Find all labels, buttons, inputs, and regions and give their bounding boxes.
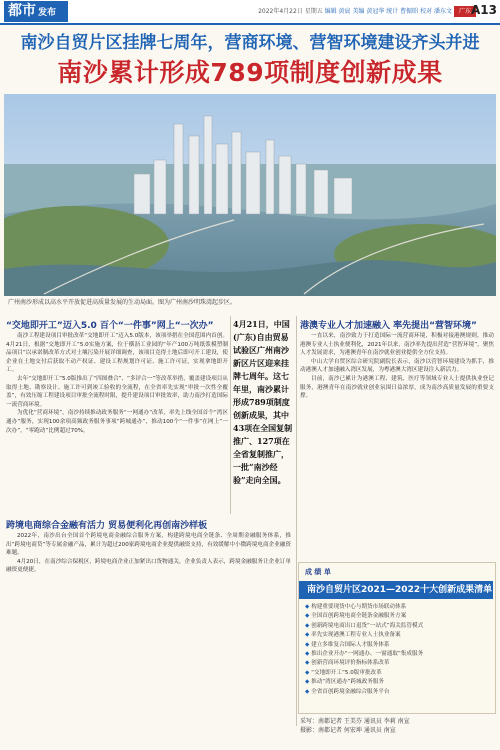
credits-writers: 采写：南都记者 王美芬 通讯员 李莉 南宣 [300,718,410,725]
list-item: ◆ 创新跨境电商出口退货“一站式”海关监管模式 [305,622,424,629]
list-item: ◆ 全省首创跨境金融综合服务平台 [305,688,390,695]
bullet-icon: ◆ [305,679,312,686]
list-item: ◆ 构建重要现货中心与期货市场联动体系 [305,604,407,610]
headline-main: 南沙累计形成789项制度创新成果 [57,58,443,87]
section3-paragraph: 中山大学自贸区综合研究院副院长表示，南沙以营智环境建设为抓手，推动港澳人才加速融入湾区发展，为粤港澳大湾区建设注入新活力。 [300,358,494,374]
logo-main: 都市 [8,3,36,19]
section1-paragraph: 南沙工程建设项目审批改革“交地即开工”迈入5.0版本，该项举措在全国范围内首创。4月21日，根据“交地即开工”5.0实施方案，位于横沥工业园的“年产100万吨纸浆模塑制品项目”以承诺制改革方式对土壤污染开展详细调查，该项目竞得土地后即可开工建设，使企业在土地交付后获取不动产权证、建设工程规划许可证、施工许可证，实现拿地即开工。 [6,333,228,374]
logo-sub: 发布 [38,8,57,18]
section2-paragraph: 2022年，南沙出台全国首个跨境电商金融综合服务方案，构建跨境电商全链条、全周期金融服务体系，推出“跨境电商贷”等专属金融产品，累计为超过200家跨境电商企业提供融资支持，有效缓解中小微跨境电商企业融资难题。 [6,533,291,557]
section1-title: “交地即开工”迈入5.0 百个“一件事”网上“一次办” [6,321,214,331]
section-tag: 广东 [454,6,476,17]
section1-body [6,332,228,512]
bullet-icon: ◆ [305,604,312,610]
article-credits [300,717,410,735]
section3-paragraph: 一直以来，南沙致力于打造国际一流营商环境，积极对接港澳规则，推动港澳专业人士执业便利化，2021年以来，南沙率先提出营造“营智环境”，聚焦人才发展需求，为港澳青年在南沙就业创业提供全方位支持。 [300,333,494,357]
section1-paragraph: 去年“交地即开工”5.0版推出了“四图叠合”、“多评合一”等改革举措，覆盖建设项目从取得土地、勘察设计、施工许可到竣工验收的全流程，在全省率先实现“审批一次性全覆盖”，有效压缩工程建设项目审批全流程时限，提升建设项目审批效率，助力南沙打造国际一流营商环境。 [6,375,228,408]
page-number: A13 [471,3,497,17]
bullet-icon: ◆ [305,613,312,620]
masthead-logo [4,1,68,22]
headline-kicker: 南沙自贸片区挂牌七周年，营商环境、营智环境建设齐头并进 [20,33,480,53]
photo-caption: 广州南沙形成以高水平开放促进高质量发展的生动局面。图为广州南沙明珠湾起步区。 [8,299,237,306]
aerial-city-photo [4,94,496,296]
achievements-label: 成 绩 单 [305,568,331,576]
list-item: ◆ 全国首创跨境电商全链条金融服务方案 [305,613,407,620]
achievements-list [305,603,491,697]
page-header [0,0,500,24]
section3-title: 港澳专业人才加速融入 率先提出“营智环境” [300,321,477,331]
list-item: ◆ 推动“湾区通办”跨城政务服务 [305,679,385,686]
list-item: ◆ “交地即开工”5.0版审批改革 [305,669,382,676]
section1-paragraph: 为优化“营商环境”，南沙持续推动政务服务“一网通办”改革，率先上线全国首个“湾区通办”服务，实现100余项高频政务服务事项“跨城通办”，推动100个“一件事”在网上“一次办”，“零跑动”比例超过70%。 [6,410,228,434]
column-divider [296,316,297,726]
bullet-icon: ◆ [305,632,312,639]
bullet-icon: ◆ [305,651,312,658]
section3-paragraph: 目前，南沙已累计为港澳工程、建筑、医疗等领域专业人士提供执业登记服务，港澳青年在南沙就业创业氛围日益浓厚，成为南沙高质量发展的重要支撑。 [300,375,494,400]
list-item: ◆ 创新营商环境评价指标体系改革 [305,660,390,667]
header-meta [258,6,452,15]
bullet-icon: ◆ [305,622,312,629]
bullet-icon: ◆ [305,641,312,648]
header-rule [0,23,500,25]
bullet-icon: ◆ [305,660,312,667]
section2-body [6,532,291,727]
section3-body [300,332,494,556]
achievements-box [298,562,496,714]
credits-photographers: 摄影：南都记者 何宏坤 通讯员 南宣 [300,727,396,734]
lead-paragraph: 4月21日，中国(广东)自由贸易试验区广州南沙新区片区迎来挂牌七周年。这七年里，南沙累计形成789项制度创新成果，其中43项在全国复制推广、127项在全省复制推广，一批“南沙经验”走向全国。 [233,319,293,485]
column-divider [230,316,231,514]
skyline-illustration [4,94,496,296]
editor-credits: 编辑 黄宸 美编 黄冠华 统计 曹振昭 校对 潘东文 [324,8,452,15]
list-item: ◆ 推出企业开办“一网通办、一窗通取”集成服务 [305,651,424,658]
achievements-title: 南沙自贸片区2021—2022十大创新成果清单 [299,581,493,599]
list-item: ◆ 率先实现港澳工程专业人士执业备案 [305,632,401,639]
section2-title: 跨境电商综合金融有活力 贸易便利化再创南沙样板 [6,521,208,531]
list-item: ◆ 建立多维复合国际人才服务体系 [305,641,390,648]
issue-date: 2022年4月22日 星期五 [258,8,323,15]
section2-paragraph: 4月20日，在南沙综合保税区，跨境电商企业正加紧出口货物通关，企业负责人表示，跨境金融服务让企业订单融资更便捷。 [6,558,291,574]
bullet-icon: ◆ [305,669,312,676]
bullet-icon: ◆ [305,688,312,695]
